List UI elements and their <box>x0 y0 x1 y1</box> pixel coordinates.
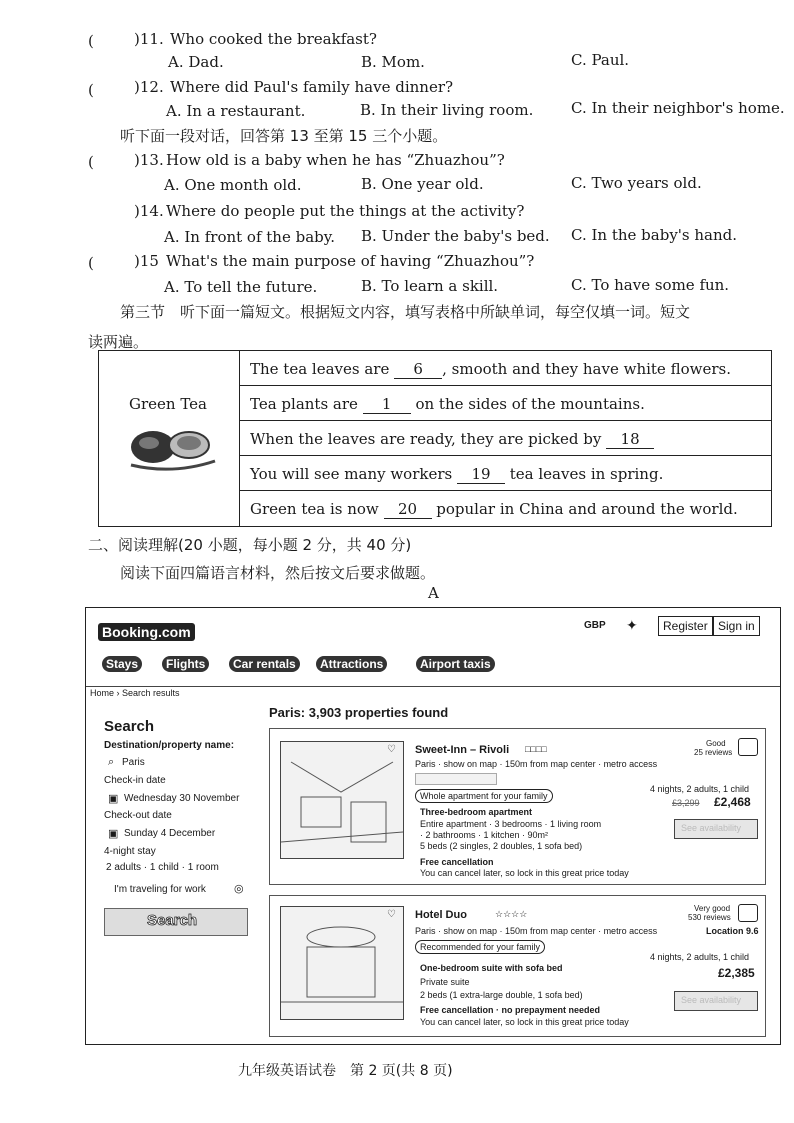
question-number: )13. <box>134 151 164 169</box>
calendar-icon: ▣ <box>108 828 119 840</box>
question-text: Where do people put the things at the activity? <box>166 202 525 220</box>
family-badge: Recommended for your family <box>415 940 545 954</box>
tea-row-text: , smooth and they have white flowers. <box>442 360 731 378</box>
option-a: A. In front of the baby. <box>164 228 336 246</box>
question-number: )14. <box>134 202 164 220</box>
hotel-room-image <box>281 742 403 858</box>
question-text: Where did Paul's family have dinner? <box>170 78 454 96</box>
price: £2,468 <box>714 795 751 809</box>
old-price: £3,299 <box>672 798 700 808</box>
option-b: B. Under the baby's bed. <box>361 227 550 245</box>
tea-row <box>240 491 771 525</box>
reading-heading: 二、阅读理解(20 小题，每小题 2 分，共 40 分) <box>88 536 412 554</box>
checkout-label: Check-out date <box>104 810 172 821</box>
guests-selector[interactable]: 2 adults · 1 child · 1 room <box>106 862 219 873</box>
currency-selector[interactable]: GBP <box>584 620 606 631</box>
review-score <box>738 738 758 756</box>
option-b: B. Mom. <box>361 53 425 71</box>
nav-flights[interactable]: Flights <box>162 656 209 672</box>
answer-paren: ( <box>88 153 94 171</box>
room-detail: 5 beds (2 singles, 2 doubles, 1 sofa bed) <box>420 841 583 851</box>
tea-row <box>240 456 771 491</box>
nav-attractions[interactable]: Attractions <box>316 656 387 672</box>
nav-car-rentals[interactable]: Car rentals <box>229 656 300 672</box>
tea-row <box>240 351 771 386</box>
option-b: B. One year old. <box>361 175 484 193</box>
review-count: 25 reviews <box>694 748 733 757</box>
button-label: See availability <box>681 823 742 833</box>
tea-row <box>240 386 771 421</box>
button-label: See availability <box>681 995 742 1005</box>
answer-blank: 6 <box>394 360 442 379</box>
search-button-label: Search <box>147 912 198 929</box>
cancel-note: You can cancel later, so lock in this great price today <box>420 1017 629 1027</box>
review-score <box>738 904 758 922</box>
work-toggle-icon[interactable]: ◎ <box>234 883 244 895</box>
room-type: One-bedroom suite with sofa bed <box>420 963 563 973</box>
option-a: A. In a restaurant. <box>166 102 306 120</box>
breadcrumb[interactable]: Home › Search results <box>90 688 180 698</box>
question-text: What's the main purpose of having “Zhuazhou”? <box>166 252 535 270</box>
page-footer: 九年级英语试卷 第 2 页(共 8 页) <box>238 1063 453 1079</box>
search-title: Search <box>104 718 155 735</box>
hotel-stars: □□□□ <box>525 744 547 754</box>
destination-label: Destination/property name: <box>104 740 235 751</box>
hotel-stars: ☆☆☆☆ <box>495 909 528 919</box>
question-text: How old is a baby when he has “Zhuazhou”? <box>166 151 505 169</box>
booking-header <box>86 608 780 687</box>
answer-blank: 1 <box>363 395 411 414</box>
signin-button[interactable]: Sign in <box>713 616 760 636</box>
search-icon: ⌕ <box>108 756 115 768</box>
passage-letter: A <box>428 584 439 602</box>
hotel-card[interactable] <box>269 895 766 1037</box>
rating-word: Good <box>706 739 726 748</box>
hotel-photo[interactable] <box>280 741 404 859</box>
room-detail: 2 beds (1 extra-large double, 1 sofa bed) <box>420 990 583 1000</box>
price: £2,385 <box>718 966 755 980</box>
hotel-name[interactable]: Hotel Duo <box>415 909 467 921</box>
nav-airport-taxis[interactable]: Airport taxis <box>416 656 495 672</box>
tea-row-text: on the sides of the mountains. <box>410 395 645 413</box>
stay-summary: 4 nights, 2 adults, 1 child <box>650 784 750 794</box>
question-number: )12. <box>134 78 164 96</box>
answer-paren: ( <box>88 32 94 50</box>
tea-label-cell <box>99 351 240 526</box>
tea-row-text: Green tea is now <box>250 500 384 518</box>
family-badge: Whole apartment for your family <box>415 789 553 803</box>
tea-image <box>127 417 219 479</box>
tea-row-text: tea leaves in spring. <box>505 465 664 483</box>
tea-row-text: The tea leaves are <box>250 360 395 378</box>
tea-row-text: You will see many workers <box>250 465 457 483</box>
option-b: B. In their living room. <box>360 101 534 119</box>
section3-instruction: 第三节 听下面一篇短文。根据短文内容，填写表格中所缺单词，每空仅填一词。短文 <box>120 303 691 321</box>
answer-blank: 19 <box>457 465 505 484</box>
tea-row-text: popular in China and around the world. <box>431 500 738 518</box>
answer-blank: 18 <box>606 430 654 449</box>
tea-label: Green Tea <box>129 395 207 413</box>
see-availability-button[interactable] <box>674 991 758 1011</box>
question-number: )11. <box>134 30 164 48</box>
heart-icon[interactable]: ♡ <box>387 744 396 755</box>
see-availability-button[interactable] <box>674 819 758 839</box>
option-c: C. To have some fun. <box>571 276 730 294</box>
hotel-photo[interactable] <box>280 906 404 1020</box>
cancellation-policy: Free cancellation · no prepayment needed <box>420 1005 601 1015</box>
stay-length: 4-night stay <box>104 846 156 857</box>
tea-row-text: Tea plants are <box>250 395 363 413</box>
green-tea-table <box>98 350 772 527</box>
review-count: 530 reviews <box>688 913 731 922</box>
answer-paren: ( <box>88 254 94 272</box>
room-detail: Entire apartment · 3 bedrooms · 1 living room <box>420 819 602 829</box>
hotel-card[interactable] <box>269 728 766 885</box>
tea-row-text: When the leaves are ready, they are picked by <box>250 430 607 448</box>
option-a: A. One month old. <box>164 176 302 194</box>
cancel-note: You can cancel later, so lock in this great price today <box>420 868 629 878</box>
section3-instruction-cont: 读两遍。 <box>88 333 149 351</box>
search-button[interactable] <box>104 908 248 936</box>
results-title: Paris: 3,903 properties found <box>269 705 449 720</box>
option-c: C. In their neighbor's home. <box>571 99 785 117</box>
booking-screenshot <box>85 607 781 1045</box>
option-c: C. Paul. <box>571 51 630 69</box>
reading-instruction: 阅读下面四篇语言材料，然后按文后要求做题。 <box>120 564 436 582</box>
cancellation-policy: Free cancellation <box>420 857 494 867</box>
option-a: A. To tell the future. <box>164 278 318 296</box>
option-a: A. Dad. <box>168 53 224 71</box>
checkin-input[interactable]: Wednesday 30 November <box>124 793 240 804</box>
option-c: C. In the baby's hand. <box>571 226 738 244</box>
deal-tag <box>415 773 497 785</box>
option-b: B. To learn a skill. <box>361 277 499 295</box>
hotel-location: Paris · show on map · 150m from map center · metro access <box>415 926 658 936</box>
booking-logo: Booking.com <box>98 623 195 641</box>
register-button[interactable]: Register <box>658 616 713 636</box>
nav-stays[interactable]: Stays <box>102 656 142 672</box>
location-score: Location 9.6 <box>706 926 759 936</box>
stay-summary: 4 nights, 2 adults, 1 child <box>650 952 750 962</box>
question-number: )15 <box>134 252 159 270</box>
heart-icon[interactable]: ♡ <box>387 909 396 920</box>
destination-input[interactable]: Paris <box>122 757 145 768</box>
hotel-location: Paris · show on map · 150m from map center · metro access <box>415 759 658 769</box>
answer-blank: 20 <box>384 500 432 519</box>
hotel-name[interactable]: Sweet-Inn – Rivoli <box>415 744 510 756</box>
calendar-icon: ▣ <box>108 793 119 805</box>
room-detail: · 2 bathrooms · 1 kitchen · 90m² <box>420 830 549 840</box>
rating-word: Very good <box>694 904 731 913</box>
room-detail: Private suite <box>420 977 470 987</box>
answer-paren: ( <box>88 81 94 99</box>
question-text: Who cooked the breakfast? <box>170 30 377 48</box>
checkin-label: Check-in date <box>104 775 166 786</box>
hotel-room-image <box>281 907 403 1019</box>
checkout-input[interactable]: Sunday 4 December <box>124 828 216 839</box>
listening-instruction: 听下面一段对话，回答第 13 至第 15 三个小题。 <box>120 127 448 145</box>
work-travel-label: I'm traveling for work <box>114 884 206 895</box>
language-flag-icon[interactable]: ✦ <box>626 617 638 633</box>
option-c: C. Two years old. <box>571 174 702 192</box>
tea-row <box>240 421 771 456</box>
room-type: Three-bedroom apartment <box>420 807 533 817</box>
